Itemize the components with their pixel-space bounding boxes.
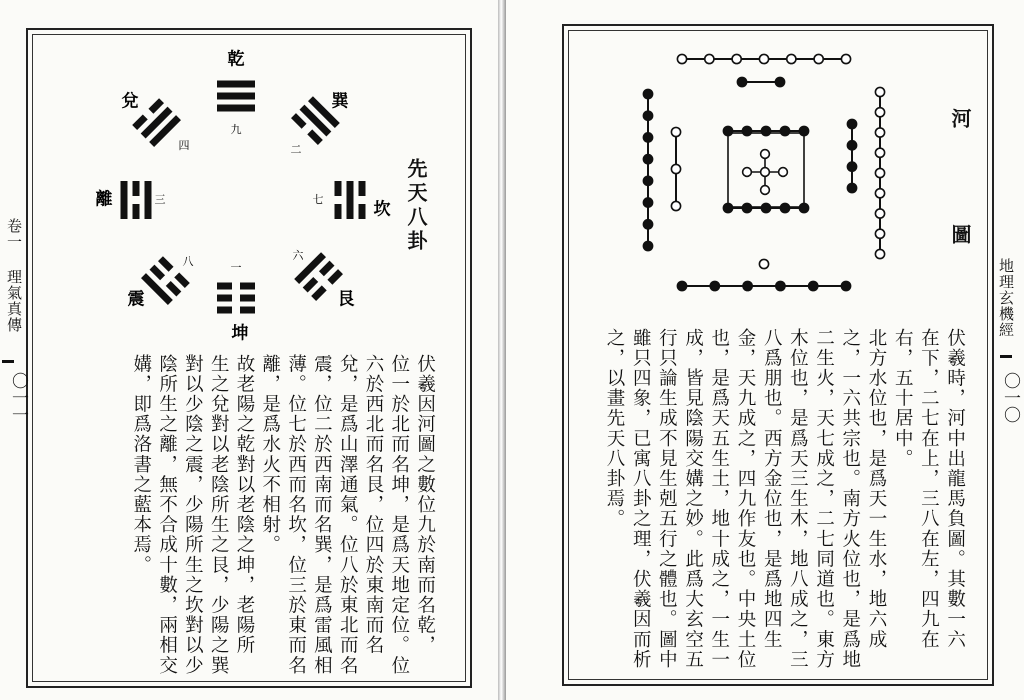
trigram-name-qian: 乾: [227, 49, 245, 70]
text-column: 金，天九成之，四九作友也。中央土位: [734, 328, 756, 670]
text-column: 木位也，是爲天三生木，地八成之，三: [787, 328, 809, 670]
hetu-dot-white: [677, 54, 686, 63]
yin-line-right: [327, 269, 343, 285]
yin-line-right: [240, 295, 255, 302]
hetu-dot-black: [643, 241, 652, 250]
yin-line-left: [132, 114, 148, 130]
trigram-name-dui: 兌: [121, 91, 139, 112]
right-page-number: 〇一〇: [1000, 372, 1020, 423]
text-column: 六於西北而名艮，位四於東南而名: [362, 354, 384, 656]
trigram-name-kun: 坤: [231, 323, 249, 344]
hetu-dot-white: [671, 201, 680, 210]
hetu-dot-black: [776, 281, 785, 290]
hetu-dot-white: [671, 164, 680, 173]
hetu-dot-black: [643, 220, 652, 229]
yin-line-right: [240, 283, 255, 290]
trigram-name-gen: 艮: [337, 289, 355, 310]
left-page-number: 〇一一: [8, 372, 28, 423]
yin-line-left: [311, 285, 327, 301]
trigram-number-li: 三: [154, 193, 166, 206]
trigram-qian: [217, 81, 255, 112]
yin-line-right: [335, 204, 342, 219]
text-column: 也，是爲天五生土，地十成之，一生一: [708, 328, 730, 670]
right-side-label: 地理玄機經: [997, 258, 1015, 338]
trigram-number-kan: 七: [312, 193, 324, 206]
hetu-dot-black: [847, 141, 856, 150]
text-column: 位一於北而名坤，是爲天地定位。位: [388, 354, 410, 676]
text-column: 八爲朋也。西方金位也，是爲地四生: [761, 328, 783, 650]
text-column: 伏羲因河圖之數位九於南而名乾，: [414, 354, 436, 656]
hetu-dot-white: [875, 108, 884, 117]
yang-line: [141, 273, 173, 305]
hetu-dot-black: [847, 162, 856, 171]
yin-line-right: [307, 129, 323, 145]
text-column: 伏羲時，河中出龍馬負圖。其數一六: [944, 328, 966, 650]
bagua-title: 先天八卦: [404, 158, 428, 254]
hetu-dot-white: [705, 54, 714, 63]
hetu-dot-black: [780, 126, 789, 135]
yang-line: [300, 105, 332, 137]
left-page: [0, 0, 498, 700]
text-column: 薄。位七於西而名坎，位三於東而名: [285, 354, 307, 676]
hetu-dot-white: [875, 209, 884, 218]
trigram-li: [121, 181, 152, 219]
hetu-dot-black: [847, 119, 856, 128]
hetu-dot-white: [779, 168, 788, 177]
hetu-dot-black: [643, 111, 652, 120]
hetu-dot-black: [775, 77, 784, 86]
text-column: 右，五十居中。: [892, 328, 914, 469]
text-column: 之，以畫先天八卦焉。: [603, 328, 625, 529]
trigram-name-xun: 巽: [331, 91, 349, 112]
hetu-dot-black: [643, 176, 652, 185]
text-column: 之，一六共宗也。南方火位也，是爲地: [839, 328, 861, 670]
yin-line-right: [148, 98, 164, 114]
yin-line-right: [359, 204, 366, 219]
yin-line-left: [291, 113, 307, 129]
yin-line-left: [133, 181, 140, 196]
hetu-dot-black: [780, 203, 789, 212]
hetu-dot-white: [841, 54, 850, 63]
yin-line-right: [319, 261, 335, 277]
hetu-dot-white: [875, 249, 884, 258]
yin-line-right: [166, 281, 182, 297]
yin-line-right: [240, 307, 255, 314]
hetu-dot-white: [787, 54, 796, 63]
text-column: 雖只四象，已寓八卦之理，伏羲因而析: [630, 328, 652, 670]
trigram-dui: [132, 98, 181, 147]
hetu-dot-black: [643, 198, 652, 207]
text-column: 兌，是爲山澤通氣。位八於東北而名: [337, 354, 359, 676]
hetu-dot-black: [743, 281, 752, 290]
text-column: 媾，即爲洛書之藍本焉。: [130, 354, 152, 576]
yang-line: [121, 181, 128, 219]
hetu-dot-white: [875, 148, 884, 157]
hetu-dot-black: [677, 281, 686, 290]
hetu-dot-black: [841, 281, 850, 290]
trigram-number-qian: 九: [230, 123, 242, 136]
hetu-dot-black: [809, 281, 818, 290]
text-column: 震，位二於西南而名巽，是爲雷風相: [311, 354, 333, 676]
text-column: 陰所生之離，無不合成十數，兩相交: [156, 354, 178, 676]
hetu-dot-black: [723, 203, 732, 212]
trigram-number-dui: 四: [178, 139, 190, 152]
hetu-dot-black: [710, 281, 719, 290]
trigram-kun: [217, 283, 255, 314]
text-column: 離，是爲水火不相射。: [259, 354, 281, 555]
hetu-dot-white: [732, 54, 741, 63]
yang-line: [217, 93, 255, 100]
hetu-dot-white: [761, 168, 770, 177]
text-column: 二生火，天七成之，二七同道也。東方: [813, 328, 835, 670]
hetu-dot-white: [875, 128, 884, 137]
yang-line: [141, 107, 173, 139]
hetu-dot-white: [875, 189, 884, 198]
yang-line: [217, 81, 255, 88]
hetu-dot-white: [743, 168, 752, 177]
yin-line-right: [133, 204, 140, 219]
hetu-dot-black: [761, 203, 770, 212]
yin-line-left: [150, 265, 166, 281]
yang-line: [145, 181, 152, 219]
yin-line-left: [217, 307, 232, 314]
yin-line-left: [217, 283, 232, 290]
yin-line-left: [217, 295, 232, 302]
yang-line: [217, 105, 255, 112]
yin-line-left: [303, 277, 319, 293]
yin-line-right: [174, 272, 190, 288]
hetu-dot-black: [799, 203, 808, 212]
book-spine: [498, 0, 506, 700]
hetu-title: 河圖: [948, 108, 972, 340]
text-column: 北方水位也，是爲天一生水，地六成: [865, 328, 887, 650]
yin-line-left: [158, 256, 174, 272]
text-column: 成，皆見陰陽交媾之妙。此爲大玄空五: [682, 328, 704, 670]
yang-line: [149, 115, 181, 147]
hetu-dot-black: [723, 126, 732, 135]
yin-line-left: [335, 181, 342, 196]
yang-line: [347, 181, 354, 219]
hetu-dot-white: [761, 150, 770, 159]
hetu-dot-white: [875, 229, 884, 238]
text-column: 對以少陰之震，少陽所生之坎對以少: [182, 354, 204, 676]
text-column: 行只論生成不見生剋五行之體也。圖中: [656, 328, 678, 670]
hetu-dot-black: [742, 126, 751, 135]
hetu-dot-white: [875, 87, 884, 96]
yin-line-left: [359, 181, 366, 196]
text-column: 在下，二七在上，三八在左，四九在: [918, 328, 940, 650]
trigram-kan: [335, 181, 366, 219]
left-side-label: 卷一 理氣真傳: [5, 218, 23, 333]
trigram-name-li: 離: [95, 189, 113, 210]
trigram-number-xun: 二: [290, 143, 302, 156]
hetu-dot-black: [643, 89, 652, 98]
right-page: [506, 0, 1024, 700]
hetu-dot-black: [643, 155, 652, 164]
hetu-dot-black: [643, 133, 652, 142]
hetu-dot-white: [875, 168, 884, 177]
hetu-dot-black: [742, 203, 751, 212]
hetu-dot-white: [814, 54, 823, 63]
hetu-dot-white: [671, 127, 680, 136]
hetu-dot-black: [761, 126, 770, 135]
trigram-number-kun: 一: [230, 261, 242, 274]
trigram-name-kan: 坎: [373, 199, 391, 220]
hetu-dot-white: [759, 54, 768, 63]
hetu-dot-black: [847, 183, 856, 192]
hetu-dot-white: [761, 186, 770, 195]
trigram-number-zhen: 八: [182, 255, 194, 268]
text-column: 生之兌對以老陰所生之艮，少陽之巽: [208, 354, 230, 676]
trigram-number-gen: 六: [292, 249, 304, 262]
trigram-name-zhen: 震: [127, 289, 145, 310]
text-column: 故老陽之乾對以老陰之坤，老陽所: [233, 354, 255, 656]
hetu-dot-black: [737, 77, 746, 86]
hetu-dot-white: [759, 259, 768, 268]
hetu-dot-black: [799, 126, 808, 135]
